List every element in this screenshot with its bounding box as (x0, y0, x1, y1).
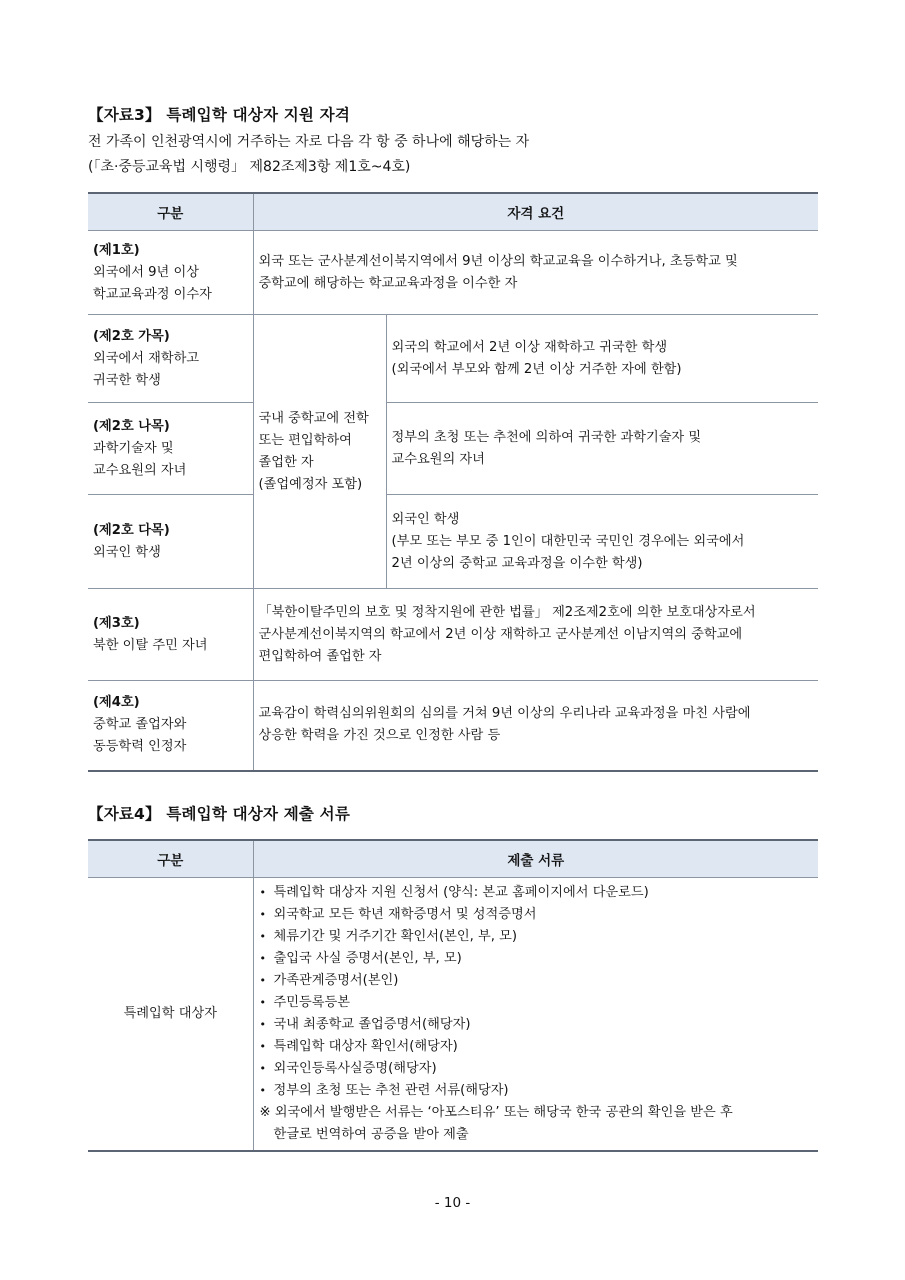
table-row (88, 681, 818, 771)
list-item: • 특례입학 대상자 확인서(해당자) (260, 1036, 814, 1058)
table-row (88, 315, 818, 403)
category-header: 구분 (88, 193, 253, 231)
eligibility-table (88, 192, 818, 772)
table-header-row (88, 193, 818, 231)
row-label: (제3호) 북한 이탈 주민 자녀 (88, 589, 253, 681)
list-item: • 출입국 사실 증명서(본인, 부, 모) (260, 948, 814, 970)
row-requirement: 외국의 학교에서 2년 이상 재학하고 귀국한 학생 (외국에서 부모와 함께 2년 이상 거주한 자에 한함) (386, 315, 818, 403)
list-item: • 외국인등록사실증명(해당자) (260, 1058, 814, 1080)
documents-table (88, 839, 818, 1152)
category-header: 구분 (88, 840, 253, 878)
row-label: (제2호 나목) 과학기술자 및 교수요원의 자녀 (88, 403, 253, 495)
table-row (88, 878, 818, 1152)
row-label: (제2호 다목) 외국인 학생 (88, 495, 253, 589)
documents-note: ※ 외국에서 발행받은 서류는 ‘아포스티유’ 또는 해당국 한국 공관의 확인을 받은 후 한글로 번역하여 공증을 받아 제출 (259, 1105, 733, 1142)
table-row (88, 231, 818, 315)
row-requirement: 「북한이탈주민의 보호 및 정착지원에 관한 법률」 제2조제2호에 의한 보호대상자로서 군사분계선이북지역의 학교에서 2년 이상 재학하고 군사분계선 이남지역의 중학교에 편입학하여 졸업한 자 (253, 589, 818, 681)
table-header-row (88, 840, 818, 878)
row-label: (제4호) 중학교 졸업자와 동등학력 인정자 (88, 681, 253, 771)
list-item: • 정부의 초청 또는 추천 관련 서류(해당자) (260, 1080, 814, 1102)
table-row (88, 589, 818, 681)
section3-intro: 전 가족이 인천광역시에 거주하는 자로 다음 각 항 중 하나에 해당하는 자 (88, 134, 530, 150)
list-item: • 특례입학 대상자 지원 신청서 (양식: 본교 홈페이지에서 다운로드) (260, 882, 814, 904)
section4-title: 【자료4】 특례입학 대상자 제출 서류 (88, 805, 351, 823)
row-requirement: 외국 또는 군사분계선이북지역에서 9년 이상의 학교교육을 이수하거나, 초등학교 및 중학교에 해당하는 학교교육과정을 이수한 자 (253, 231, 818, 315)
merged-condition-cell: 국내 중학교에 전학 또는 편입학하여 졸업한 자 (졸업예정자 포함) (253, 315, 386, 589)
list-item: • 가족관계증명서(본인) (260, 970, 814, 992)
list-item: • 주민등록등본 (260, 992, 814, 1014)
list-item: • 국내 최종학교 졸업증명서(해당자) (260, 1014, 814, 1036)
table-row (88, 495, 818, 589)
section3-legal-reference: (「초·중등교육법 시행령」 제82조제3항 제1호~4호) (88, 159, 411, 175)
row-label: (제2호 가목) 외국에서 재학하고 귀국한 학생 (88, 315, 253, 403)
documents-cell (253, 878, 818, 1152)
list-item: • 외국학교 모든 학년 재학증명서 및 성적증명서 (260, 904, 814, 926)
documents-list (260, 882, 814, 1102)
row-label: (제1호) 외국에서 9년 이상 학교교육과정 이수자 (88, 231, 253, 315)
row-requirement: 정부의 초청 또는 추천에 의하여 귀국한 과학기술자 및 교수요원의 자녀 (386, 403, 818, 495)
table-row (88, 403, 818, 495)
documents-header: 제출 서류 (253, 840, 818, 878)
requirement-header: 자격 요건 (253, 193, 818, 231)
page-number: - 10 - (434, 1195, 471, 1211)
list-item: • 체류기간 및 거주기간 확인서(본인, 부, 모) (260, 926, 814, 948)
row-requirement: 외국인 학생 (부모 또는 부모 중 1인이 대한민국 국민인 경우에는 외국에서 2년 이상의 중학교 교육과정을 이수한 학생) (386, 495, 818, 589)
row-requirement: 교육감이 학력심의위원회의 심의를 거쳐 9년 이상의 우리나라 교육과정을 마친 사람에 상응한 학력을 가진 것으로 인정한 사람 등 (253, 681, 818, 771)
section3-title: 【자료3】 특례입학 대상자 지원 자격 (88, 106, 351, 124)
category-cell: 특례입학 대상자 (88, 878, 253, 1152)
